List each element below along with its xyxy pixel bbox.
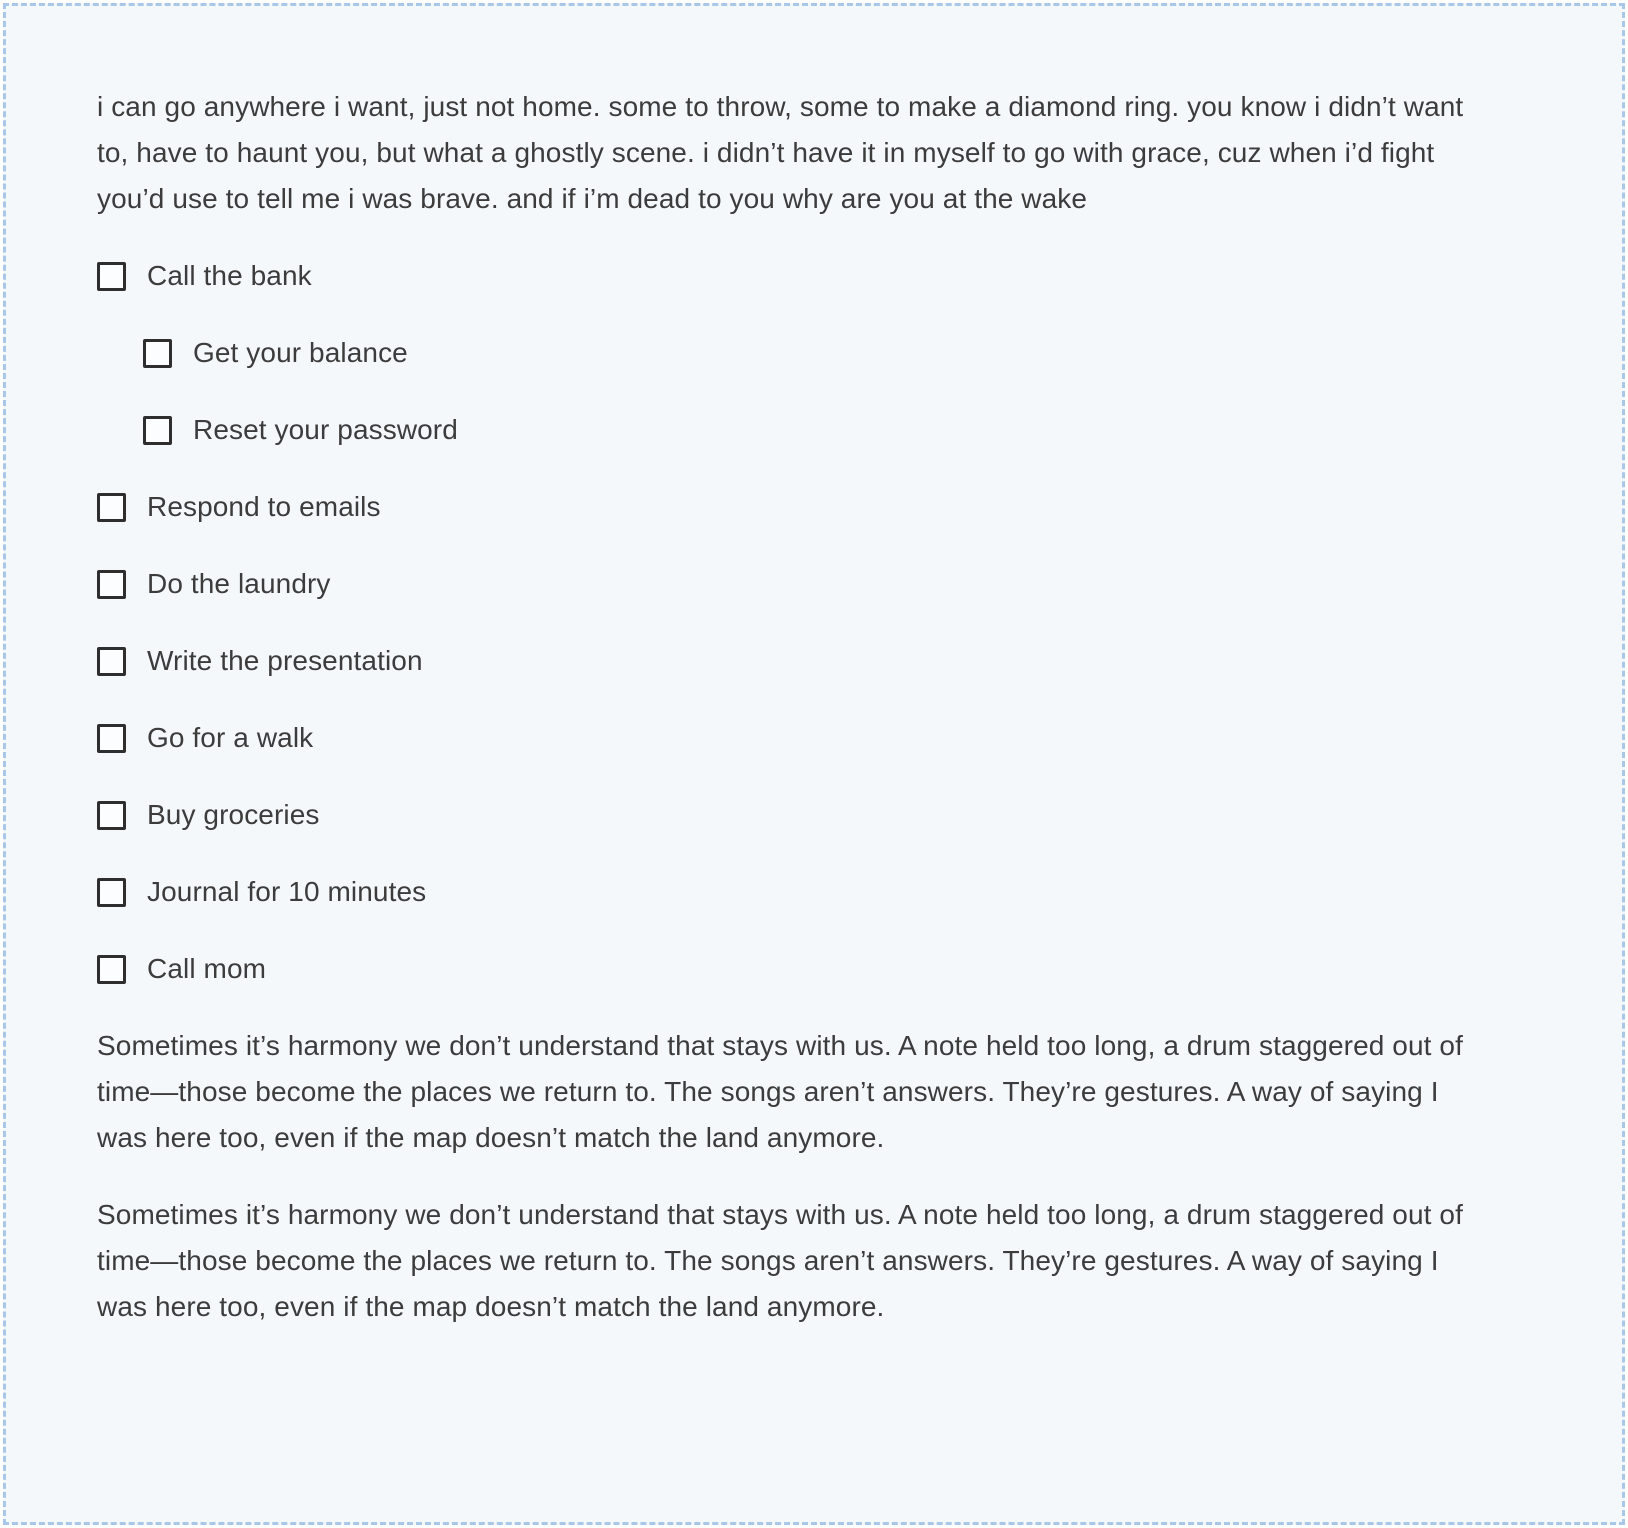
todo-checkbox[interactable] — [97, 570, 126, 599]
todo-checkbox[interactable] — [97, 878, 126, 907]
closing-paragraph-1: Sometimes it’s harmony we don’t understand that stays with us. A note held too long, a drum staggered out of time—those become the places we return to. The songs aren’t answers. They’re gestures. A way of saying I was here too, even if the map doesn’t match the land anymore. — [97, 1030, 1471, 1153]
closing-paragraph-2: Sometimes it’s harmony we don’t understand that stays with us. A note held too long, a drum staggered out of time—those become the places we return to. The songs aren’t answers. They’re gestures. A way of saying I was here too, even if the map doesn’t match the land anymore. — [97, 1199, 1471, 1322]
todo-label[interactable]: Call the bank — [147, 260, 312, 291]
todo-label[interactable]: Go for a walk — [147, 722, 314, 753]
todo-label[interactable]: Write the presentation — [147, 645, 423, 676]
todo-item[interactable] — [97, 946, 1469, 992]
todo-label[interactable]: Get your balance — [193, 337, 408, 368]
todo-item[interactable] — [143, 330, 1469, 376]
note-content — [6, 6, 1559, 1330]
todo-checkbox[interactable] — [143, 339, 172, 368]
todo-label[interactable]: Buy groceries — [147, 799, 320, 830]
todo-checkbox[interactable] — [97, 801, 126, 830]
todo-item[interactable] — [97, 253, 1469, 299]
todo-checkbox[interactable] — [143, 416, 172, 445]
todo-label[interactable]: Do the laundry — [147, 568, 331, 599]
todo-item[interactable] — [97, 638, 1469, 684]
intro-paragraph: i can go anywhere i want, just not home. some to throw, some to make a diamond ring. you know i didn’t want to, have to haunt you, but what a ghostly scene. i didn’t have it in myself to go with grace, cuz when i’d fight you’d use to tell me i was brave. and if i’m dead to you why are you at the wake — [97, 91, 1472, 214]
todo-item[interactable] — [143, 407, 1469, 453]
todo-checkbox[interactable] — [97, 647, 126, 676]
todo-checkbox[interactable] — [97, 955, 126, 984]
todo-label[interactable]: Journal for 10 minutes — [147, 876, 427, 907]
todo-list — [97, 253, 1469, 992]
note-page — [3, 3, 1625, 1525]
todo-checkbox[interactable] — [97, 724, 126, 753]
todo-item[interactable] — [97, 715, 1469, 761]
todo-item[interactable] — [97, 561, 1469, 607]
todo-item[interactable] — [97, 792, 1469, 838]
todo-label[interactable]: Respond to emails — [147, 491, 381, 522]
todo-label[interactable]: Reset your password — [193, 414, 458, 445]
todo-item[interactable] — [97, 869, 1469, 915]
todo-item[interactable] — [97, 484, 1469, 530]
todo-checkbox[interactable] — [97, 262, 126, 291]
todo-checkbox[interactable] — [97, 493, 126, 522]
todo-label[interactable]: Call mom — [147, 953, 267, 984]
